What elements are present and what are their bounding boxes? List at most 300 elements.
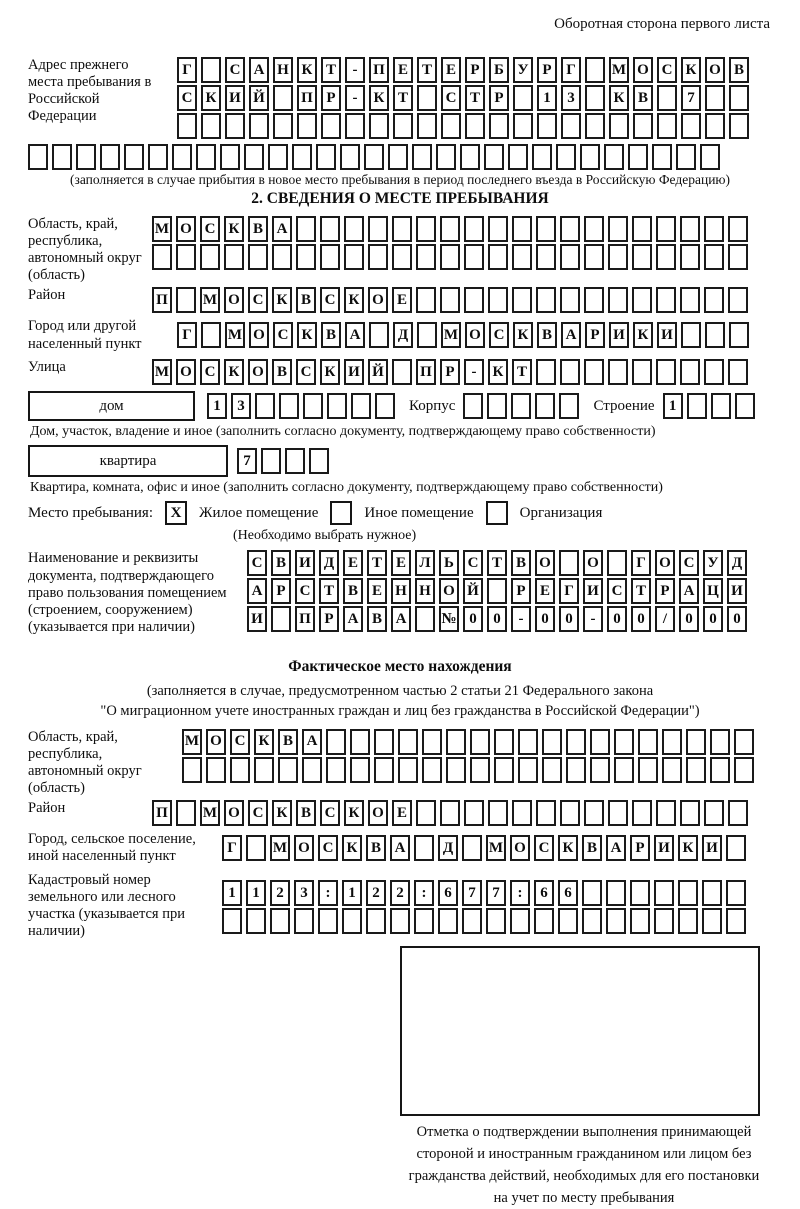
char-box[interactable] bbox=[559, 550, 579, 576]
char-box[interactable]: Т bbox=[319, 578, 339, 604]
char-box[interactable] bbox=[196, 144, 216, 170]
char-box[interactable] bbox=[177, 113, 197, 139]
char-box[interactable] bbox=[285, 448, 305, 474]
char-box[interactable] bbox=[614, 729, 634, 755]
char-box[interactable]: Й bbox=[249, 85, 269, 111]
char-box[interactable] bbox=[200, 244, 220, 270]
char-box[interactable] bbox=[657, 113, 677, 139]
char-box[interactable]: В bbox=[633, 85, 653, 111]
char-box[interactable]: М bbox=[200, 800, 220, 826]
char-box[interactable] bbox=[375, 393, 395, 419]
char-box[interactable] bbox=[678, 880, 698, 906]
char-box[interactable]: К bbox=[201, 85, 221, 111]
char-box[interactable] bbox=[414, 835, 434, 861]
char-box[interactable] bbox=[566, 757, 586, 783]
char-box[interactable] bbox=[344, 244, 364, 270]
char-box[interactable] bbox=[255, 393, 275, 419]
char-box[interactable] bbox=[536, 216, 556, 242]
char-box[interactable] bbox=[560, 359, 580, 385]
char-box[interactable]: - bbox=[583, 606, 603, 632]
char-box[interactable]: П bbox=[416, 359, 436, 385]
char-box[interactable] bbox=[512, 287, 532, 313]
char-box[interactable] bbox=[700, 144, 720, 170]
char-box[interactable] bbox=[630, 908, 650, 934]
char-box[interactable]: К bbox=[224, 216, 244, 242]
char-box[interactable] bbox=[422, 757, 442, 783]
char-box[interactable] bbox=[662, 757, 682, 783]
char-box[interactable] bbox=[296, 244, 316, 270]
char-box[interactable] bbox=[558, 908, 578, 934]
char-box[interactable] bbox=[628, 144, 648, 170]
char-box[interactable]: И bbox=[657, 322, 677, 348]
char-box[interactable]: Р bbox=[630, 835, 650, 861]
char-box[interactable]: Р bbox=[537, 57, 557, 83]
char-box[interactable]: К bbox=[678, 835, 698, 861]
char-box[interactable] bbox=[246, 908, 266, 934]
char-box[interactable] bbox=[392, 359, 412, 385]
char-box[interactable]: С bbox=[657, 57, 677, 83]
char-box[interactable]: Р bbox=[319, 606, 339, 632]
char-box[interactable] bbox=[585, 57, 605, 83]
char-box[interactable]: Т bbox=[465, 85, 485, 111]
char-box[interactable]: О bbox=[368, 800, 388, 826]
char-box[interactable] bbox=[417, 322, 437, 348]
char-box[interactable] bbox=[297, 113, 317, 139]
char-box[interactable]: П bbox=[152, 800, 172, 826]
char-box[interactable]: - bbox=[345, 85, 365, 111]
char-box[interactable]: М bbox=[609, 57, 629, 83]
char-box[interactable]: С bbox=[318, 835, 338, 861]
char-box[interactable] bbox=[630, 880, 650, 906]
char-box[interactable] bbox=[534, 908, 554, 934]
char-box[interactable]: Д bbox=[727, 550, 747, 576]
char-box[interactable] bbox=[584, 216, 604, 242]
char-box[interactable]: 0 bbox=[631, 606, 651, 632]
char-box[interactable] bbox=[441, 113, 461, 139]
char-box[interactable] bbox=[463, 393, 483, 419]
char-box[interactable]: П bbox=[369, 57, 389, 83]
char-box[interactable]: Н bbox=[273, 57, 293, 83]
char-box[interactable] bbox=[632, 216, 652, 242]
char-box[interactable] bbox=[705, 113, 725, 139]
char-box[interactable]: С bbox=[230, 729, 250, 755]
char-box[interactable]: Е bbox=[392, 800, 412, 826]
char-box[interactable] bbox=[489, 113, 509, 139]
char-box[interactable]: К bbox=[297, 322, 317, 348]
char-box[interactable] bbox=[488, 800, 508, 826]
char-box[interactable] bbox=[680, 216, 700, 242]
char-box[interactable]: А bbox=[391, 606, 411, 632]
char-box[interactable] bbox=[309, 448, 329, 474]
char-box[interactable]: К bbox=[344, 800, 364, 826]
char-box[interactable] bbox=[734, 757, 754, 783]
char-box[interactable] bbox=[728, 287, 748, 313]
char-box[interactable]: К bbox=[609, 85, 629, 111]
char-box[interactable] bbox=[513, 85, 533, 111]
char-box[interactable] bbox=[606, 908, 626, 934]
char-box[interactable] bbox=[398, 757, 418, 783]
char-box[interactable] bbox=[368, 244, 388, 270]
char-box[interactable] bbox=[100, 144, 120, 170]
char-box[interactable]: И bbox=[225, 85, 245, 111]
char-box[interactable]: 6 bbox=[534, 880, 554, 906]
char-box[interactable] bbox=[560, 287, 580, 313]
char-box[interactable] bbox=[124, 144, 144, 170]
char-box[interactable] bbox=[350, 757, 370, 783]
char-box[interactable] bbox=[392, 216, 412, 242]
char-box[interactable]: П bbox=[295, 606, 315, 632]
char-box[interactable] bbox=[270, 908, 290, 934]
char-box[interactable]: 1 bbox=[663, 393, 683, 419]
char-box[interactable]: 2 bbox=[390, 880, 410, 906]
char-box[interactable] bbox=[487, 393, 507, 419]
char-box[interactable]: 0 bbox=[535, 606, 555, 632]
char-box[interactable]: Д bbox=[438, 835, 458, 861]
char-box[interactable] bbox=[261, 448, 281, 474]
char-box[interactable] bbox=[436, 144, 456, 170]
char-box[interactable]: А bbox=[679, 578, 699, 604]
char-box[interactable] bbox=[638, 757, 658, 783]
char-box[interactable]: К bbox=[513, 322, 533, 348]
char-box[interactable] bbox=[704, 216, 724, 242]
char-box[interactable]: 1 bbox=[537, 85, 557, 111]
char-box[interactable] bbox=[488, 244, 508, 270]
char-box[interactable] bbox=[536, 287, 556, 313]
char-box[interactable] bbox=[656, 359, 676, 385]
char-box[interactable] bbox=[728, 244, 748, 270]
char-box[interactable]: К bbox=[272, 800, 292, 826]
char-box[interactable]: С bbox=[607, 578, 627, 604]
char-box[interactable] bbox=[303, 393, 323, 419]
char-box[interactable] bbox=[438, 908, 458, 934]
char-box[interactable] bbox=[201, 113, 221, 139]
char-box[interactable]: С bbox=[679, 550, 699, 576]
char-box[interactable]: Р bbox=[321, 85, 341, 111]
char-box[interactable]: 0 bbox=[559, 606, 579, 632]
char-box[interactable] bbox=[464, 216, 484, 242]
char-box[interactable] bbox=[368, 216, 388, 242]
char-box[interactable] bbox=[680, 359, 700, 385]
char-box[interactable] bbox=[584, 287, 604, 313]
char-box[interactable] bbox=[632, 359, 652, 385]
char-box[interactable] bbox=[494, 729, 514, 755]
char-box[interactable]: 2 bbox=[270, 880, 290, 906]
char-box[interactable]: О bbox=[294, 835, 314, 861]
char-box[interactable]: Т bbox=[631, 578, 651, 604]
char-box[interactable]: Р bbox=[271, 578, 291, 604]
char-box[interactable] bbox=[580, 144, 600, 170]
char-box[interactable]: В bbox=[343, 578, 363, 604]
char-box[interactable] bbox=[464, 800, 484, 826]
char-box[interactable]: Й bbox=[368, 359, 388, 385]
char-box[interactable] bbox=[728, 359, 748, 385]
char-box[interactable] bbox=[705, 85, 725, 111]
char-box[interactable] bbox=[608, 244, 628, 270]
char-box[interactable] bbox=[704, 800, 724, 826]
char-box[interactable] bbox=[326, 757, 346, 783]
char-box[interactable] bbox=[681, 113, 701, 139]
char-box[interactable] bbox=[222, 908, 242, 934]
char-box[interactable] bbox=[537, 113, 557, 139]
char-box[interactable]: У bbox=[703, 550, 723, 576]
char-box[interactable] bbox=[321, 113, 341, 139]
char-box[interactable] bbox=[657, 85, 677, 111]
char-box[interactable]: О bbox=[176, 216, 196, 242]
char-box[interactable]: 2 bbox=[366, 880, 386, 906]
char-box[interactable] bbox=[606, 880, 626, 906]
char-box[interactable] bbox=[278, 757, 298, 783]
char-box[interactable]: 3 bbox=[561, 85, 581, 111]
char-box[interactable] bbox=[76, 144, 96, 170]
char-box[interactable] bbox=[398, 729, 418, 755]
char-box[interactable] bbox=[462, 908, 482, 934]
char-box[interactable]: И bbox=[295, 550, 315, 576]
char-box[interactable]: О bbox=[535, 550, 555, 576]
char-box[interactable]: Т bbox=[393, 85, 413, 111]
char-box[interactable] bbox=[614, 757, 634, 783]
char-box[interactable] bbox=[494, 757, 514, 783]
char-box[interactable] bbox=[560, 800, 580, 826]
char-box[interactable]: А bbox=[302, 729, 322, 755]
char-box[interactable] bbox=[729, 113, 749, 139]
char-box[interactable]: 3 bbox=[231, 393, 251, 419]
char-box[interactable] bbox=[518, 729, 538, 755]
char-box[interactable]: К bbox=[254, 729, 274, 755]
char-box[interactable]: С bbox=[248, 287, 268, 313]
char-box[interactable]: В bbox=[271, 550, 291, 576]
char-box[interactable] bbox=[584, 800, 604, 826]
char-box[interactable]: Е bbox=[392, 287, 412, 313]
char-box[interactable]: В bbox=[366, 835, 386, 861]
char-box[interactable] bbox=[604, 144, 624, 170]
char-box[interactable] bbox=[486, 908, 506, 934]
char-box[interactable] bbox=[726, 880, 746, 906]
char-box[interactable] bbox=[224, 244, 244, 270]
char-box[interactable]: Е bbox=[535, 578, 555, 604]
char-box[interactable]: К bbox=[342, 835, 362, 861]
char-box[interactable]: Ь bbox=[439, 550, 459, 576]
char-box[interactable] bbox=[148, 144, 168, 170]
char-box[interactable]: М bbox=[182, 729, 202, 755]
char-box[interactable] bbox=[230, 757, 250, 783]
char-box[interactable]: - bbox=[345, 57, 365, 83]
char-box[interactable] bbox=[681, 322, 701, 348]
char-box[interactable]: Н bbox=[415, 578, 435, 604]
char-box[interactable] bbox=[201, 57, 221, 83]
char-box[interactable] bbox=[460, 144, 480, 170]
char-box[interactable]: Г bbox=[177, 322, 197, 348]
char-box[interactable]: А bbox=[247, 578, 267, 604]
char-box[interactable] bbox=[704, 244, 724, 270]
char-box[interactable] bbox=[680, 287, 700, 313]
char-box[interactable] bbox=[728, 800, 748, 826]
char-box[interactable] bbox=[273, 85, 293, 111]
char-box[interactable] bbox=[296, 216, 316, 242]
char-box[interactable]: М bbox=[152, 216, 172, 242]
char-box[interactable] bbox=[702, 880, 722, 906]
char-box[interactable]: О bbox=[249, 322, 269, 348]
char-box[interactable]: О bbox=[583, 550, 603, 576]
char-box[interactable] bbox=[273, 113, 293, 139]
char-box[interactable]: Д bbox=[393, 322, 413, 348]
char-box[interactable]: О bbox=[510, 835, 530, 861]
char-box[interactable]: Л bbox=[415, 550, 435, 576]
char-box[interactable] bbox=[710, 729, 730, 755]
char-box[interactable]: 0 bbox=[703, 606, 723, 632]
char-box[interactable]: В bbox=[367, 606, 387, 632]
char-box[interactable] bbox=[508, 144, 528, 170]
char-box[interactable]: К bbox=[224, 359, 244, 385]
char-box[interactable] bbox=[417, 113, 437, 139]
checkbox-organization[interactable] bbox=[486, 501, 508, 525]
char-box[interactable]: Р bbox=[655, 578, 675, 604]
char-box[interactable] bbox=[52, 144, 72, 170]
char-box[interactable] bbox=[345, 113, 365, 139]
char-box[interactable]: Й bbox=[463, 578, 483, 604]
char-box[interactable] bbox=[590, 729, 610, 755]
char-box[interactable] bbox=[585, 85, 605, 111]
char-box[interactable] bbox=[254, 757, 274, 783]
char-box[interactable] bbox=[676, 144, 696, 170]
char-box[interactable] bbox=[584, 244, 604, 270]
char-box[interactable]: О bbox=[439, 578, 459, 604]
char-box[interactable] bbox=[416, 244, 436, 270]
char-box[interactable] bbox=[608, 359, 628, 385]
char-box[interactable] bbox=[536, 800, 556, 826]
char-box[interactable]: Р bbox=[440, 359, 460, 385]
checkbox-other-premises[interactable] bbox=[330, 501, 352, 525]
char-box[interactable] bbox=[414, 908, 434, 934]
char-box[interactable]: О bbox=[705, 57, 725, 83]
char-box[interactable] bbox=[350, 729, 370, 755]
char-box[interactable]: К bbox=[344, 287, 364, 313]
char-box[interactable]: М bbox=[270, 835, 290, 861]
char-box[interactable] bbox=[608, 800, 628, 826]
char-box[interactable] bbox=[735, 393, 755, 419]
char-box[interactable]: 3 bbox=[294, 880, 314, 906]
char-box[interactable] bbox=[711, 393, 731, 419]
char-box[interactable] bbox=[686, 757, 706, 783]
char-box[interactable] bbox=[440, 244, 460, 270]
char-box[interactable]: Г bbox=[177, 57, 197, 83]
char-box[interactable]: - bbox=[511, 606, 531, 632]
char-box[interactable] bbox=[662, 729, 682, 755]
char-box[interactable] bbox=[318, 908, 338, 934]
char-box[interactable]: С bbox=[296, 359, 316, 385]
char-box[interactable]: 0 bbox=[463, 606, 483, 632]
char-box[interactable] bbox=[633, 113, 653, 139]
char-box[interactable] bbox=[206, 757, 226, 783]
char-box[interactable]: О bbox=[655, 550, 675, 576]
char-box[interactable] bbox=[632, 287, 652, 313]
char-box[interactable] bbox=[392, 244, 412, 270]
char-box[interactable]: : bbox=[414, 880, 434, 906]
char-box[interactable]: К bbox=[320, 359, 340, 385]
char-box[interactable]: Г bbox=[631, 550, 651, 576]
char-box[interactable] bbox=[249, 113, 269, 139]
char-box[interactable] bbox=[654, 908, 674, 934]
char-box[interactable] bbox=[225, 113, 245, 139]
char-box[interactable] bbox=[656, 287, 676, 313]
char-box[interactable]: И bbox=[727, 578, 747, 604]
char-box[interactable]: М bbox=[441, 322, 461, 348]
char-box[interactable] bbox=[518, 757, 538, 783]
char-box[interactable] bbox=[532, 144, 552, 170]
char-box[interactable] bbox=[320, 244, 340, 270]
char-box[interactable]: В bbox=[321, 322, 341, 348]
char-box[interactable] bbox=[656, 800, 676, 826]
char-box[interactable]: № bbox=[439, 606, 459, 632]
char-box[interactable] bbox=[464, 287, 484, 313]
char-box[interactable]: Г bbox=[222, 835, 242, 861]
char-box[interactable]: Е bbox=[393, 57, 413, 83]
char-box[interactable]: С bbox=[248, 800, 268, 826]
char-box[interactable] bbox=[609, 113, 629, 139]
char-box[interactable]: С bbox=[247, 550, 267, 576]
char-box[interactable] bbox=[316, 144, 336, 170]
char-box[interactable]: 6 bbox=[438, 880, 458, 906]
char-box[interactable] bbox=[246, 835, 266, 861]
char-box[interactable] bbox=[412, 144, 432, 170]
char-box[interactable] bbox=[704, 359, 724, 385]
char-box[interactable] bbox=[566, 729, 586, 755]
char-box[interactable]: В bbox=[582, 835, 602, 861]
char-box[interactable]: А bbox=[606, 835, 626, 861]
char-box[interactable]: М bbox=[200, 287, 220, 313]
char-box[interactable] bbox=[369, 322, 389, 348]
char-box[interactable]: Т bbox=[417, 57, 437, 83]
char-box[interactable] bbox=[470, 757, 490, 783]
char-box[interactable] bbox=[729, 85, 749, 111]
char-box[interactable]: О bbox=[368, 287, 388, 313]
char-box[interactable] bbox=[369, 113, 389, 139]
char-box[interactable]: В bbox=[511, 550, 531, 576]
char-box[interactable]: : bbox=[510, 880, 530, 906]
char-box[interactable] bbox=[702, 908, 722, 934]
char-box[interactable]: 7 bbox=[237, 448, 257, 474]
char-box[interactable] bbox=[244, 144, 264, 170]
char-box[interactable]: С bbox=[225, 57, 245, 83]
char-box[interactable]: И bbox=[247, 606, 267, 632]
char-box[interactable] bbox=[488, 216, 508, 242]
char-box[interactable]: К bbox=[558, 835, 578, 861]
char-box[interactable] bbox=[364, 144, 384, 170]
char-box[interactable] bbox=[462, 835, 482, 861]
char-box[interactable]: В bbox=[729, 57, 749, 83]
char-box[interactable] bbox=[638, 729, 658, 755]
char-box[interactable] bbox=[559, 393, 579, 419]
char-box[interactable] bbox=[176, 287, 196, 313]
char-box[interactable] bbox=[542, 757, 562, 783]
char-box[interactable]: О bbox=[224, 800, 244, 826]
char-box[interactable] bbox=[465, 113, 485, 139]
char-box[interactable]: А bbox=[345, 322, 365, 348]
char-box[interactable] bbox=[201, 322, 221, 348]
char-box[interactable]: Т bbox=[321, 57, 341, 83]
char-box[interactable] bbox=[584, 359, 604, 385]
char-box[interactable] bbox=[422, 729, 442, 755]
char-box[interactable]: Р bbox=[511, 578, 531, 604]
char-box[interactable] bbox=[220, 144, 240, 170]
char-box[interactable]: 0 bbox=[607, 606, 627, 632]
char-box[interactable]: 1 bbox=[207, 393, 227, 419]
char-box[interactable] bbox=[340, 144, 360, 170]
char-box[interactable]: Н bbox=[391, 578, 411, 604]
char-box[interactable] bbox=[484, 144, 504, 170]
char-box[interactable]: М bbox=[486, 835, 506, 861]
char-box[interactable]: С bbox=[177, 85, 197, 111]
char-box[interactable] bbox=[344, 216, 364, 242]
